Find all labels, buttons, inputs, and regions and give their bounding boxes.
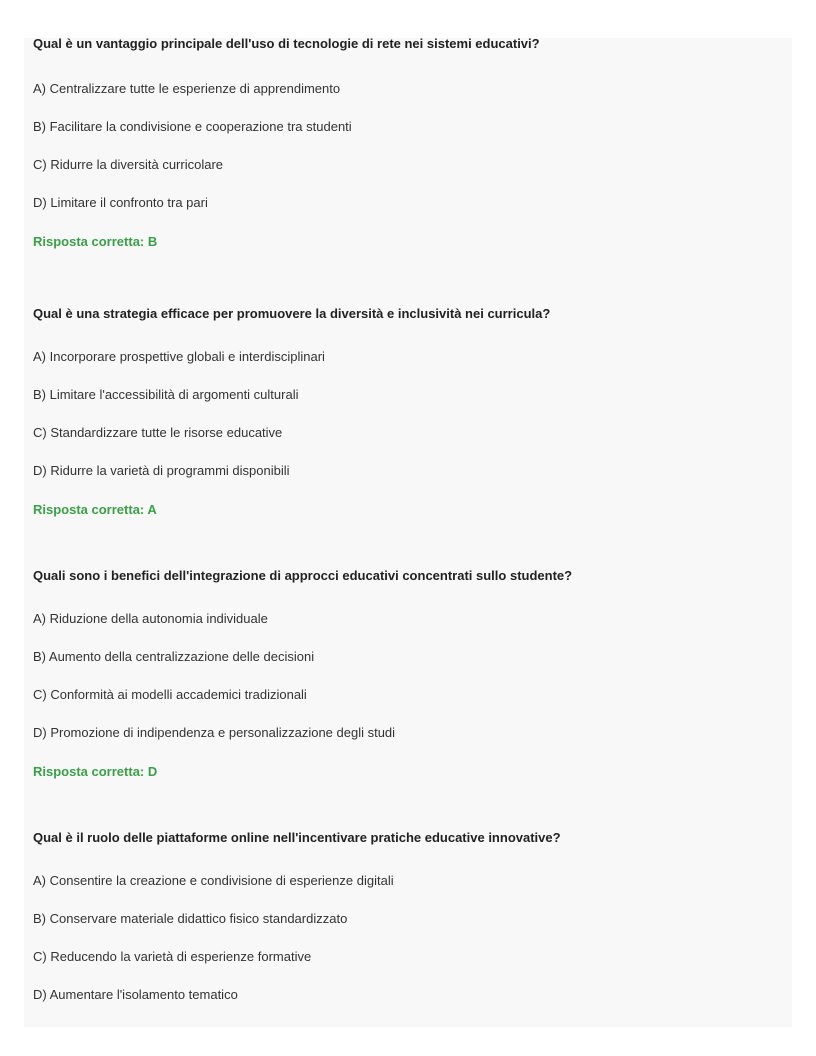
correct-answer: Risposta corretta: A	[33, 502, 157, 517]
option-d: D) Promozione di indipendenza e personalizzazione degli studi	[33, 725, 396, 740]
question-text: Qual è una strategia efficace per promuovere la diversità e inclusività nei curricula?	[33, 306, 551, 321]
option-b: B) Facilitare la condivisione e cooperazione tra studenti	[33, 119, 352, 134]
option-b: B) Aumento della centralizzazione delle decisioni	[33, 649, 315, 664]
correct-answer: Risposta corretta: D	[33, 764, 158, 779]
option-c: C) Reducendo la varietà di esperienze formative	[33, 949, 312, 964]
quiz-sheet	[24, 38, 792, 1027]
option-c: C) Standardizzare tutte le risorse educative	[33, 425, 283, 440]
option-c: C) Conformità ai modelli accademici tradizionali	[33, 687, 307, 702]
question-text: Qual è il ruolo delle piattaforme online nell'incentivare pratiche educative innovative?	[33, 830, 561, 845]
option-c: C) Ridurre la diversità curricolare	[33, 157, 223, 172]
option-a: A) Centralizzare tutte le esperienze di apprendimento	[33, 81, 341, 96]
correct-answer: Risposta corretta: B	[33, 234, 158, 249]
option-d: D) Aumentare l'isolamento tematico	[33, 987, 238, 1002]
option-a: A) Riduzione della autonomia individuale	[33, 611, 268, 626]
option-d: D) Limitare il confronto tra pari	[33, 195, 208, 210]
option-a: A) Consentire la creazione e condivisione di esperienze digitali	[33, 873, 394, 888]
option-b: B) Conservare materiale didattico fisico standardizzato	[33, 911, 348, 926]
question-text: Qual è un vantaggio principale dell'uso di tecnologie di rete nei sistemi educativi?	[33, 36, 540, 51]
option-b: B) Limitare l'accessibilità di argomenti culturali	[33, 387, 299, 402]
option-d: D) Ridurre la varietà di programmi disponibili	[33, 463, 290, 478]
option-a: A) Incorporare prospettive globali e interdisciplinari	[33, 349, 325, 364]
question-text: Quali sono i benefici dell'integrazione di approcci educativi concentrati sullo studente?	[33, 568, 573, 583]
